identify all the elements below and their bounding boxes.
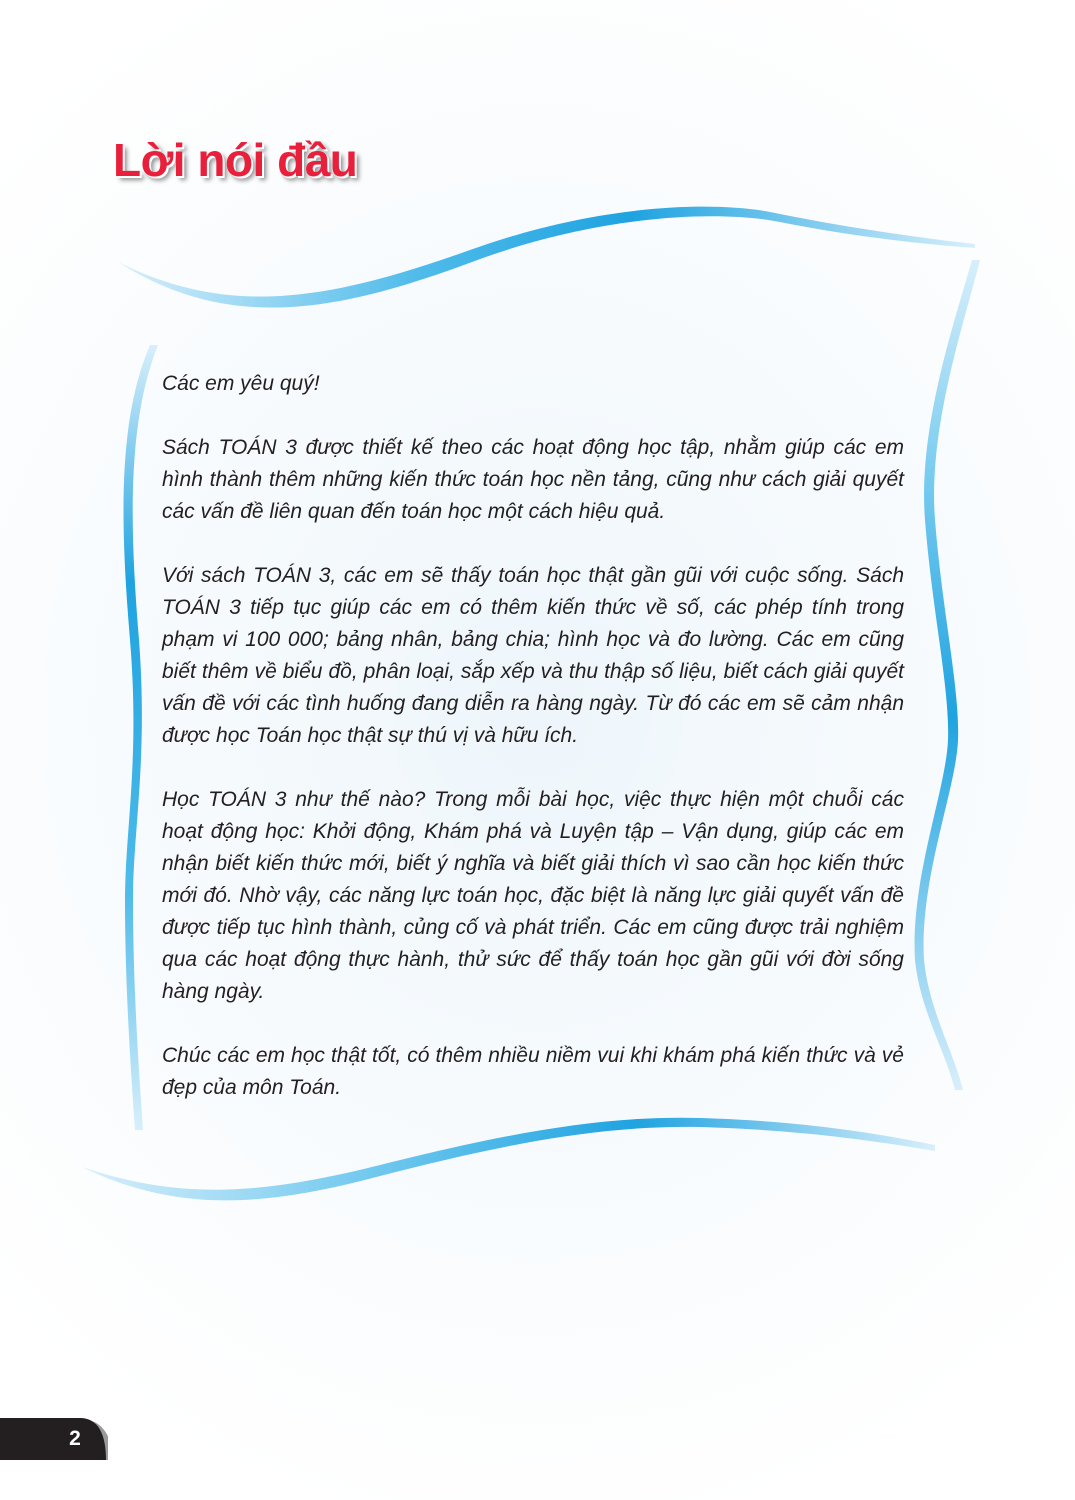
intro-paragraph: Sách TOÁN 3 được thiết kế theo các hoạt động học tập, nhằm giúp các em hình thành thêm những kiến thức toán học nền tảng, cũng như cách giải quyết các vấn đề liên quan đến toán học một cách hiệu quả. xyxy=(162,436,904,523)
page-number: 2 xyxy=(69,1427,81,1450)
preface-body xyxy=(162,368,904,1104)
method-paragraph: Học TOÁN 3 như thế nào? Trong mỗi bài học, việc thực hiện một chuỗi các hoạt động học: Khởi động, Khám phá và Luyện tập – Vận dụng, giúp các em nhận biết kiến thức mới, biết ý nghĩa và biết giải thích vì sao cần học kiến thức mới đó. Nhờ vậy, các năng lực toán học, đặc biệt là năng lực giải quyết vấn đề được tiếp tục hình thành, củng cố và phát triển. Các em cũng được trải nghiệm qua các hoạt động thực hành, thử sức để thấy toán học gần gũi với đời sống hàng ngày. xyxy=(162,788,904,1003)
greeting-paragraph: Các em yêu quý! xyxy=(162,372,320,395)
page-number-tab xyxy=(0,1418,108,1460)
page-title: Lời nói đầu xyxy=(113,134,358,186)
closing-paragraph: Chúc các em học thật tốt, có thêm nhiều niềm vui khi khám phá kiến thức và vẻ đẹp của môn Toán. xyxy=(162,1044,904,1099)
content-paragraph: Với sách TOÁN 3, các em sẽ thấy toán học thật gần gũi với cuộc sống. Sách TOÁN 3 tiếp tục giúp các em có thêm kiến thức về số, các phép tính trong phạm vi 100 000; bảng nhân, bảng chia; hình học và đo lường. Các em cũng biết thêm về biểu đồ, phân loại, sắp xếp và thu thập số liệu, biết cách giải quyết vấn đề với các tình huống đang diễn ra hàng ngày. Từ đó các em sẽ cảm nhận được học Toán học thật sự thú vị và hữu ích. xyxy=(162,564,904,747)
